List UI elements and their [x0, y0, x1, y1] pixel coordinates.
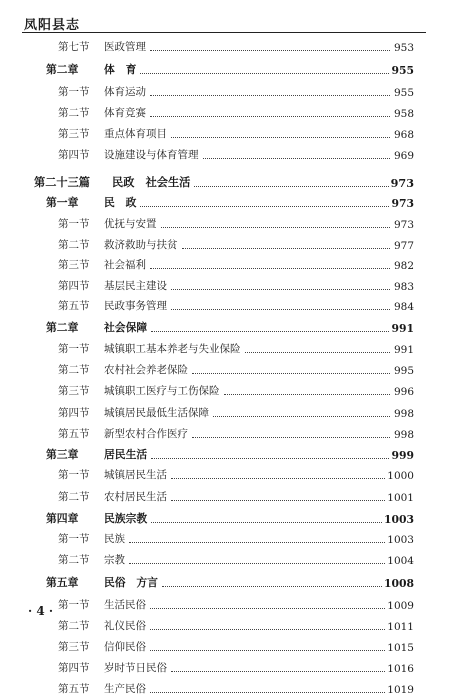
toc-entry-title: 社会福利	[104, 259, 146, 271]
dot-leader	[150, 95, 390, 96]
toc-section-entry[interactable]	[58, 528, 414, 546]
toc-entry-page: 1001	[387, 492, 414, 504]
toc-entry-number: 第七节	[58, 41, 90, 53]
toc-entry-number: 第一节	[58, 218, 90, 230]
toc-entry-page: 1003	[387, 534, 414, 546]
page-number: · 4 ·	[28, 604, 54, 618]
toc-entry-number: 第二十三篇	[34, 175, 90, 189]
toc-entry-page: 955	[393, 87, 414, 99]
toc-entry-number: 第一节	[58, 599, 90, 611]
toc-section-entry[interactable]	[58, 549, 414, 567]
toc-entry-title: 农村居民生活	[104, 491, 167, 503]
toc-entry-number: 第五章	[46, 576, 79, 589]
toc-entry-title: 宗教	[104, 554, 125, 566]
toc-entry-page: 983	[393, 281, 414, 293]
toc-section-entry[interactable]	[58, 275, 414, 293]
toc-entry-page: 977	[393, 240, 414, 252]
toc-entry-page: 991	[393, 344, 414, 356]
toc-section-entry[interactable]	[58, 423, 414, 441]
dot-leader	[171, 478, 385, 479]
toc-entry-title: 设施建设与体育管理	[104, 149, 199, 161]
toc-entry-page: 968	[393, 129, 414, 141]
dot-leader	[182, 248, 391, 249]
dot-leader	[129, 563, 385, 564]
toc-entry-page: 953	[393, 42, 414, 54]
dot-leader	[194, 186, 388, 187]
toc-entry-title: 民 政	[104, 196, 137, 209]
toc-entry-title: 社会保障	[104, 321, 148, 334]
toc-entry-page: 998	[393, 429, 414, 441]
dot-leader	[192, 373, 390, 374]
toc-entry-number: 第三节	[58, 259, 90, 271]
toc-entry-title: 体 育	[104, 63, 137, 76]
dot-leader	[162, 586, 382, 587]
toc-entry-page: 1009	[387, 600, 414, 612]
toc-entry-page: 969	[393, 150, 414, 162]
toc-entry-title: 新型农村合作医疗	[104, 428, 188, 440]
toc-entry-number: 第五节	[58, 683, 90, 695]
toc-entry-title: 优抚与安置	[104, 218, 157, 230]
toc-entry-title: 农村社会养老保险	[104, 364, 188, 376]
toc-entry-page: 991	[391, 322, 414, 335]
dot-leader	[150, 629, 385, 630]
toc-entry-number: 第四节	[58, 407, 90, 419]
toc-entry-number: 第五节	[58, 428, 90, 440]
toc-section-entry[interactable]	[58, 295, 414, 313]
toc-entry-number: 第四章	[46, 512, 79, 525]
toc-entry-title: 体育运动	[104, 86, 146, 98]
toc-section-entry[interactable]	[58, 486, 414, 504]
dot-leader	[161, 227, 391, 228]
dot-leader	[150, 650, 385, 651]
toc-entry-number: 第一节	[58, 533, 90, 545]
toc-entry-title: 城镇职工医疗与工伤保险	[104, 385, 220, 397]
toc-entry-number: 第二节	[58, 491, 90, 503]
toc-entry-page: 998	[393, 408, 414, 420]
dot-leader	[213, 416, 390, 417]
toc-entry-page: 973	[393, 219, 414, 231]
dot-leader	[224, 394, 391, 395]
dot-leader	[140, 73, 389, 74]
toc-entry-title: 医政管理	[104, 41, 146, 53]
dot-leader	[245, 352, 391, 353]
toc-entry-number: 第二节	[58, 107, 90, 119]
toc-section-entry[interactable]	[58, 359, 414, 377]
toc-part-entry[interactable]	[34, 172, 414, 190]
toc-entry-page: 984	[393, 301, 414, 313]
toc-entry-title: 民族	[104, 533, 125, 545]
toc-section-entry[interactable]	[58, 81, 414, 99]
toc-entry-page: 958	[393, 108, 414, 120]
toc-entry-number: 第二节	[58, 239, 90, 251]
toc-entry-title: 城镇居民最低生活保障	[104, 407, 209, 419]
toc-entry-title: 民俗 方言	[104, 576, 158, 589]
toc-entry-number: 第三节	[58, 385, 90, 397]
toc-section-entry[interactable]	[58, 234, 414, 252]
toc-entry-title: 居民生活	[104, 448, 148, 461]
dot-leader	[151, 522, 382, 523]
toc-entry-number: 第二章	[46, 321, 79, 334]
dot-leader	[171, 137, 390, 138]
toc-entry-title: 体育竞赛	[104, 107, 146, 119]
toc-entry-page: 996	[393, 386, 414, 398]
toc-chapter-entry[interactable]	[46, 572, 414, 590]
toc-entry-title: 基层民主建设	[104, 280, 167, 292]
toc-entry-title: 信仰民俗	[104, 641, 146, 653]
toc-entry-number: 第二节	[58, 364, 90, 376]
toc-entry-title: 民政事务管理	[104, 300, 167, 312]
toc-entry-page: 1019	[387, 684, 414, 696]
toc-section-entry[interactable]	[58, 123, 414, 141]
toc-entry-page: 973	[390, 176, 414, 190]
toc-entry-title: 民族宗教	[104, 512, 148, 525]
toc-entry-number: 第一章	[46, 196, 79, 209]
toc-section-entry[interactable]	[58, 338, 414, 356]
dot-leader	[171, 309, 390, 310]
toc-entry-number: 第三节	[58, 128, 90, 140]
toc-section-entry[interactable]	[58, 144, 414, 162]
toc-entry-number: 第一节	[58, 469, 90, 481]
toc-entry-page: 973	[391, 197, 414, 210]
toc-entry-number: 第四节	[58, 662, 90, 674]
toc-section-entry[interactable]	[58, 254, 414, 272]
dot-leader	[150, 50, 390, 51]
toc-chapter-entry[interactable]	[46, 59, 414, 77]
toc-entry-title: 生产民俗	[104, 683, 146, 695]
dot-leader	[140, 206, 389, 207]
toc-chapter-entry[interactable]	[46, 192, 414, 210]
running-header: 凤阳县志	[24, 18, 81, 33]
toc-section-entry[interactable]	[58, 213, 414, 231]
dot-leader	[129, 542, 385, 543]
dot-leader	[150, 692, 385, 693]
toc-entry-title: 岁时节日民俗	[104, 662, 167, 674]
toc-section-entry[interactable]	[58, 678, 414, 696]
dot-leader	[150, 608, 385, 609]
toc-entry-title: 生活民俗	[104, 599, 146, 611]
toc-section-entry[interactable]	[58, 636, 414, 654]
toc-entry-page: 995	[393, 365, 414, 377]
dot-leader	[203, 158, 391, 159]
toc-entry-page: 1015	[387, 642, 414, 654]
toc-entry-number: 第三节	[58, 641, 90, 653]
toc-entry-page: 1016	[387, 663, 414, 675]
toc-section-entry[interactable]	[58, 380, 414, 398]
toc-entry-page: 1008	[383, 577, 414, 590]
toc-entry-number: 第一节	[58, 343, 90, 355]
dot-leader	[192, 437, 390, 438]
toc-entry-page: 1004	[387, 555, 414, 567]
toc-section-entry[interactable]	[58, 464, 414, 482]
toc-chapter-entry[interactable]	[46, 317, 414, 335]
toc-entry-page: 999	[391, 449, 414, 462]
toc-chapter-entry[interactable]	[46, 444, 414, 462]
dot-leader	[171, 500, 385, 501]
toc-entry-page: 1003	[383, 513, 414, 526]
toc-section-entry[interactable]	[58, 402, 414, 420]
toc-entry-page: 1011	[387, 621, 414, 633]
toc-entry-title: 民政 社会生活	[112, 175, 191, 189]
toc-entry-page: 1000	[387, 470, 414, 482]
toc-entry-number: 第一节	[58, 86, 90, 98]
dot-leader	[171, 671, 385, 672]
toc-entry-title: 礼仪民俗	[104, 620, 146, 632]
toc-entry-number: 第二节	[58, 620, 90, 632]
toc-entry-number: 第四节	[58, 149, 90, 161]
dot-leader	[151, 458, 389, 459]
toc-entry-page: 982	[393, 260, 414, 272]
toc-entry-title: 城镇职工基本养老与失业保险	[104, 343, 241, 355]
toc-section-entry[interactable]	[58, 102, 414, 120]
toc-entry-title: 城镇居民生活	[104, 469, 167, 481]
toc-chapter-entry[interactable]	[46, 508, 414, 526]
toc-entry-number: 第五节	[58, 300, 90, 312]
toc-entry-number: 第三章	[46, 448, 79, 461]
dot-leader	[171, 289, 390, 290]
toc-entry-number: 第二章	[46, 63, 79, 76]
toc-entry-title: 救济救助与扶贫	[104, 239, 178, 251]
header-rule	[22, 32, 426, 33]
toc-entry-page: 955	[391, 64, 414, 77]
toc-entry-number: 第二节	[58, 554, 90, 566]
toc-entry-title: 重点体育项目	[104, 128, 167, 140]
dot-leader	[150, 116, 390, 117]
toc-entry-number: 第四节	[58, 280, 90, 292]
dot-leader	[150, 268, 390, 269]
toc-section-entry[interactable]	[58, 36, 414, 54]
toc-section-entry[interactable]	[58, 594, 414, 612]
toc-section-entry[interactable]	[58, 615, 414, 633]
toc-section-entry[interactable]	[58, 657, 414, 675]
dot-leader	[151, 331, 389, 332]
